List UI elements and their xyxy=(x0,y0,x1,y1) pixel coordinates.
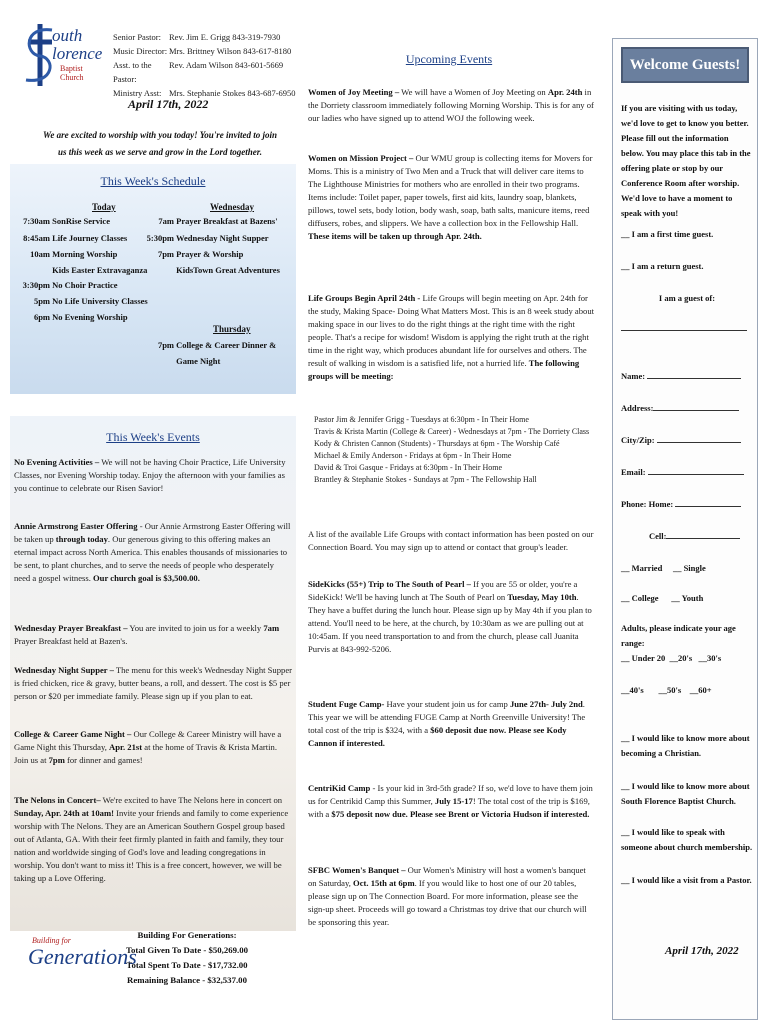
upcoming-sidekicks: SideKicks (55+) Trip to The South of Pearl – If you are 55 or older, you're a SideKick! We'll be having lunch at The South of Pearl on Tuesday, May 10th. They have a buffet during the lunch hour. Please sign up by May 4th if you plan to attend. You'll need to be here, at the church, by 10:30am as we are pulling out at 10:45am. If you need transportation to and from the church, please call Juanita Purvis at 843-992-5206. xyxy=(308,579,592,654)
staff-name: Mrs. Brittney Wilson 843-617-8180 xyxy=(169,46,292,56)
event-nelons-concert: The Nelons in Concert– We're excited to have The Nelons here in concert on Sunday, Apr. 24th at 10am! Invite your friends and family to come experience worship with The Nelons. They are an American Southern Gospel group based out of Atlanta, GA. With their feet firmly planted in faith and family, they tour nation and worldwide singing of God's love and leading congregations in worship. You don't want to miss it! This is a free concert, however, we will be taking up a Love Offering. xyxy=(14,795,289,883)
week-events-panel xyxy=(10,416,296,931)
checkbox-single[interactable]: __ Single xyxy=(672,563,706,573)
schedule-item: 3:30pm No Choir Practice xyxy=(22,280,118,290)
list-item: Pastor Jim & Jennifer Grigg - Tuesdays at 6:30pm - In Their Home xyxy=(314,415,529,424)
thursday-heading: Thursday xyxy=(213,324,251,334)
schedule-item: Game Night xyxy=(176,356,221,366)
event-game-night: College & Career Game Night – Our College & Career Ministry will have a Game Night this Thursday, Apr. 21st at the home of Travis & Krista Martin. Join us at 7pm for dinner and games! xyxy=(14,729,282,765)
schedule-title: This Week's Schedule xyxy=(100,174,206,188)
address-field[interactable] xyxy=(621,401,753,416)
building-title: Building For Generations: xyxy=(137,930,237,940)
staff-row xyxy=(113,44,296,58)
checkbox-first-time[interactable]: __ I am a first time guest. xyxy=(621,229,714,239)
phone-label: Phone: Home: xyxy=(621,499,674,509)
email-label: Email: xyxy=(621,467,646,477)
checkbox-40s[interactable]: __40's xyxy=(621,685,644,695)
event-no-evening: No Evening Activities – We will not be having Choir Practice, Life University Classes, nor Evening Worship today. Enjoy the afternoon with your families as you continue to celebrate our Risen Savior! xyxy=(14,457,286,493)
upcoming-life-groups-note: A list of the available Life Groups with contact information has been posted on our Connection Board. You may sign up to attend or contact that group's leader. xyxy=(308,529,594,552)
checkbox-pastor-visit[interactable]: __ I would like a visit from a Pastor. xyxy=(621,875,752,885)
building-spent: Total Spent To Date - $17,732.00 xyxy=(126,960,248,970)
checkbox-know-church[interactable]: __ I would like to know more about South Florence Baptist Church. xyxy=(621,781,750,806)
staff-list xyxy=(113,30,296,100)
schedule-item: 7pm College & Career Dinner & xyxy=(157,340,277,350)
checkbox-return-guest[interactable]: __ I am a return guest. xyxy=(621,261,704,271)
status-row xyxy=(621,591,753,606)
staff-row xyxy=(113,58,296,86)
checkbox-under-20[interactable]: __ Under 20 xyxy=(621,653,666,663)
checkbox-college[interactable]: __ College xyxy=(621,593,659,603)
staff-role: Ministry Asst: xyxy=(113,88,162,98)
schedule-panel xyxy=(10,164,296,394)
event-wednesday-supper: Wednesday Night Supper – The menu for this week's Wednesday Night Supper is fried chicken, rice & gravy, butter beans, a roll, and dessert. The cost is $5 per person or $20 per immediate family. Please sign up if you plan to eat. xyxy=(14,665,293,701)
upcoming-title: Upcoming Events xyxy=(405,52,493,66)
staff-role: Music Director: xyxy=(113,46,168,56)
staff-row xyxy=(113,30,296,44)
checkbox-30s[interactable]: __30's xyxy=(698,653,722,663)
bulletin-date: April 17th, 2022 xyxy=(128,97,209,111)
upcoming-fuge-camp: Student Fuge Camp- Have your student join us for camp June 27th- July 2nd. This year we will be attending FUGE Camp at North Greenville University! The total cost of the trip is $324, with a $60 deposit due now. Please see Kody Cannon if interested. xyxy=(308,699,586,748)
cell-phone-field[interactable] xyxy=(621,529,753,544)
schedule-item: 7pm Prayer & Worship xyxy=(157,249,244,259)
event-annie-armstrong: Annie Armstrong Easter Offering - Our Annie Armstrong Easter Offering will be taken up through today. Our generous giving to this offering makes an eternal impact across North America. This enables thousands of missionaries to be sent, to plant churches, and to serve the needs of people who desperately need a gospel witness. Our church goal is $3,500.00. xyxy=(14,521,291,583)
upcoming-womens-banquet: SFBC Women's Banquet – Our Women's Ministry will host a women's banquet on Saturday, Oct. 15th at 6pm. If you would like to host one of our 20 tables, please sign up on The Connection Board. For more information, please see the sign-up sheet. Proceeds will go toward a Christmas toy drive that our church will be sponsoring this year. xyxy=(308,865,587,927)
guest-of-label: I am a guest of: xyxy=(658,293,716,303)
email-field[interactable] xyxy=(621,465,753,480)
today-heading: Today xyxy=(92,202,116,212)
staff-name: Mrs. Stephanie Stokes 843-687-6950 xyxy=(169,88,296,98)
schedule-item: 5:30pm Wednesday Night Supper xyxy=(146,233,269,243)
church-logo xyxy=(18,20,104,90)
cell-label: Cell: xyxy=(649,531,667,541)
schedule-item: 6pm No Evening Worship xyxy=(33,312,128,322)
home-phone-field[interactable] xyxy=(621,497,753,512)
welcome-title: Welcome Guests! xyxy=(621,47,749,83)
building-given: Total Given To Date - $50,269.00 xyxy=(125,945,249,955)
age-row-2 xyxy=(621,683,753,698)
list-item: Brantley & Stephanie Stokes - Sundays at 7pm - The Fellowship Hall xyxy=(314,475,537,484)
guest-of-field[interactable] xyxy=(621,321,753,336)
schedule-item: KidsTown Great Adventures xyxy=(176,265,280,275)
schedule-item: 5pm No Life University Classes xyxy=(33,296,148,306)
name-field[interactable] xyxy=(621,369,753,384)
city-label: City/Zip: xyxy=(621,435,655,445)
checkbox-60-plus[interactable]: __60+ xyxy=(689,685,712,695)
schedule-item: 7am Prayer Breakfast at Bazens' xyxy=(158,216,278,226)
logo-text-baptist: Baptist Church xyxy=(60,64,84,82)
list-item: David & Troi Gasque - Fridays at 6:30pm - In Their Home xyxy=(314,463,503,472)
building-fund xyxy=(112,928,262,988)
generations-logo-small: Building for xyxy=(32,936,71,945)
checkbox-know-christian[interactable]: __ I would like to know more about becoming a Christian. xyxy=(621,733,750,758)
building-remaining: Remaining Balance - $32,537.00 xyxy=(127,975,247,985)
staff-role: Asst. to the Pastor: xyxy=(113,60,152,84)
checkbox-50s[interactable]: __50's xyxy=(658,685,682,695)
name-label: Name: xyxy=(621,371,646,381)
week-events-title: This Week's Events xyxy=(106,430,200,444)
life-group-list xyxy=(314,414,589,486)
upcoming-life-groups: Life Groups Begin April 24th - Life Groups will begin meeting on Apr. 24th for the study, Making Space- Doing What Matters Most. This is an 8 week study about making space in our lives to do the right things at the right time with the right people. That's a recipe for wisdom! Wisdom is applying the right truth at the right time in the right way, which produces abundant life for ourselves and others. The result of walking in wisdom is a satisfied life, not a hurried life. The following groups will be meeting: xyxy=(308,293,595,381)
welcome-card xyxy=(612,38,758,1020)
schedule-item: Kids Easter Extravaganza xyxy=(52,265,148,275)
generations-logo-big: Generations xyxy=(28,944,137,969)
schedule-item: 8:45am Life Journey Classes xyxy=(23,233,128,243)
logo-text-florence: lorence xyxy=(52,44,103,63)
upcoming-women-on-mission: Women on Mission Project – Our WMU group is collecting items for Movers for Moms. This is a ministry of Two Men and a Truck that will deliver care items to The Lighthouse Ministries for mothers who are enrolled in their two programs. Items include: Toilet paper, paper towels, first aid kits, laundry soap, blankets, pillows, towel sets, body lotion, body wash, soap, bath salts, manicure items, reed diffusers, robes, and slippers. We have a collection box in the Fellowship Hall. These items will be taken up through Apr. 24th. xyxy=(308,153,593,241)
checkbox-married[interactable]: __ Married xyxy=(621,563,663,573)
marital-row xyxy=(621,561,753,576)
checkbox-20s[interactable]: __20's xyxy=(669,653,693,663)
list-item: Kody & Christen Cannon (Students) - Thursdays at 6pm - The Worship Café xyxy=(314,439,560,448)
welcome-intro: If you are visiting with us today, we'd love to get to know you better. Please fill out the information below. You may place this tab in the offering plate or stop by our Conference Room after worship. We'd love to have a moment to speak with you! xyxy=(621,103,751,218)
address-label: Address: xyxy=(621,403,654,413)
schedule-item: 7:30am SonRise Service xyxy=(23,216,110,226)
age-prompt: Adults, please indicate your age range: xyxy=(621,623,736,648)
upcoming-women-of-joy: Women of Joy Meeting – We will have a Women of Joy Meeting on Apr. 24th in the Dorriety classroom immediately following Morning Worship. This is for any of our ladies who have signed up to attend WOJ the following week. xyxy=(308,87,594,123)
city-zip-field[interactable] xyxy=(621,433,753,448)
intro-text: We are excited to worship with you today! You're invited to join us this week as we serve and grow in the Lord together. xyxy=(43,130,277,157)
age-row-1 xyxy=(621,651,753,666)
schedule-item: 10am Morning Worship xyxy=(30,249,118,259)
checkbox-membership[interactable]: __ I would like to speak with someone about church membership. xyxy=(621,827,753,852)
list-item: Michael & Emily Anderson - Fridays at 6pm - In Their Home xyxy=(314,451,512,460)
event-prayer-breakfast: Wednesday Prayer Breakfast – You are invited to join us for a weekly 7am Prayer Breakfast held at Bazen's. xyxy=(14,623,280,646)
staff-name: Rev. Jim E. Grigg 843-319-7930 xyxy=(169,32,281,42)
staff-name: Rev. Adam Wilson 843-601-5669 xyxy=(169,60,284,70)
list-item: Travis & Krista Martin (College & Career) - Wednesdays at 7pm - The Dorriety Class xyxy=(314,427,590,436)
logo-text-south: outh xyxy=(52,26,83,45)
staff-role: Senior Pastor: xyxy=(113,32,161,42)
wednesday-heading: Wednesday xyxy=(210,202,255,212)
checkbox-youth[interactable]: __ Youth xyxy=(671,593,704,603)
upcoming-centrikid: CentriKid Camp - Is your kid in 3rd-5th grade? If so, we'd love to have them join us for Centrikid Camp this Summer, July 15-17! The total cost of the trip is $169, with a $75 deposit now due. Please see Brent or Victoria Hudson if interested. xyxy=(308,783,593,819)
generations-logo xyxy=(28,936,137,976)
card-date: April 17th, 2022 xyxy=(665,945,739,957)
